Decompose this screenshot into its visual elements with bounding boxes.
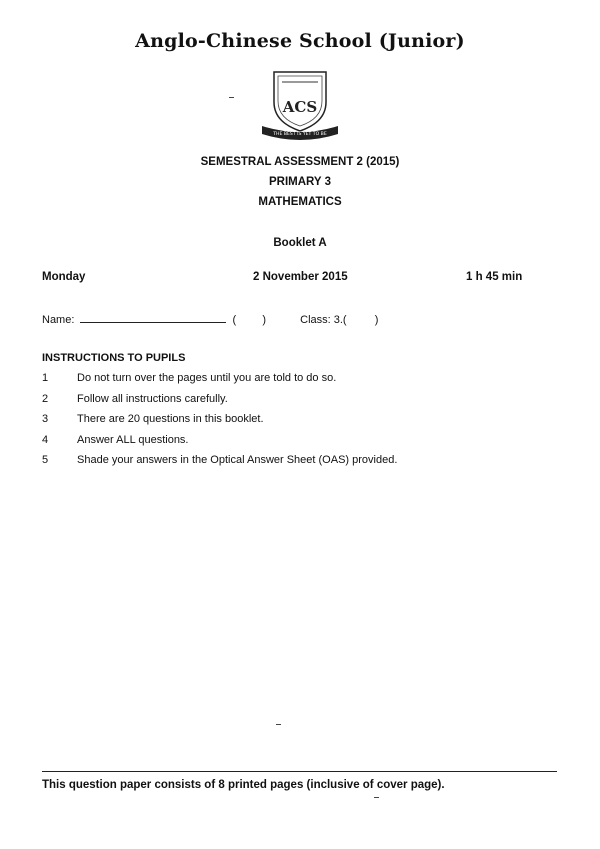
exam-duration: 1 h 45 min (466, 271, 523, 283)
index-paren-open: ( (232, 314, 237, 326)
footer-divider (42, 771, 557, 772)
instruction-text: Shade your answers in the Optical Answer Sheet (OAS) provided. (77, 454, 398, 466)
instruction-text: Answer ALL questions. (77, 433, 189, 446)
student-fields (42, 313, 378, 326)
instruction-number: 3 (42, 413, 49, 425)
crest-monogram: ACS (282, 98, 318, 116)
scan-speck (374, 797, 379, 798)
subject-title: MATHEMATICS (258, 196, 342, 208)
crest-motto: THE BEST IS YET TO BE (273, 132, 327, 137)
instruction-text: Do not turn over the pages until you are told to do so. (77, 372, 337, 384)
scan-speck (276, 724, 281, 725)
school-crest-icon (260, 68, 340, 140)
exam-date: 2 November 2015 (253, 271, 348, 283)
instruction-text: Follow all instructions carefully. (77, 392, 228, 405)
scan-speck (229, 97, 234, 98)
instruction-number: 5 (42, 454, 49, 466)
instructions-title: INSTRUCTIONS TO PUPILS (42, 352, 186, 364)
booklet-title: Booklet A (273, 237, 327, 249)
school-name: Anglo-Chinese School (Junior) (135, 30, 465, 52)
class-label: Class: 3.( (300, 314, 347, 326)
instruction-text: There are 20 questions in this booklet. (77, 413, 264, 425)
instruction-number: 2 (42, 392, 49, 405)
class-paren-close: ) (374, 314, 379, 326)
instruction-number: 1 (42, 372, 49, 384)
name-label: Name: (42, 314, 75, 326)
index-paren-close: ) (262, 314, 266, 326)
instruction-number: 4 (42, 433, 49, 446)
name-field[interactable] (80, 313, 226, 323)
exam-day: Monday (42, 271, 86, 283)
level-title: PRIMARY 3 (269, 176, 331, 188)
footer-note: This question paper consists of 8 printed pages (inclusive of cover page). (42, 779, 445, 791)
assessment-title: SEMESTRAL ASSESSMENT 2 (2015) (200, 156, 400, 168)
